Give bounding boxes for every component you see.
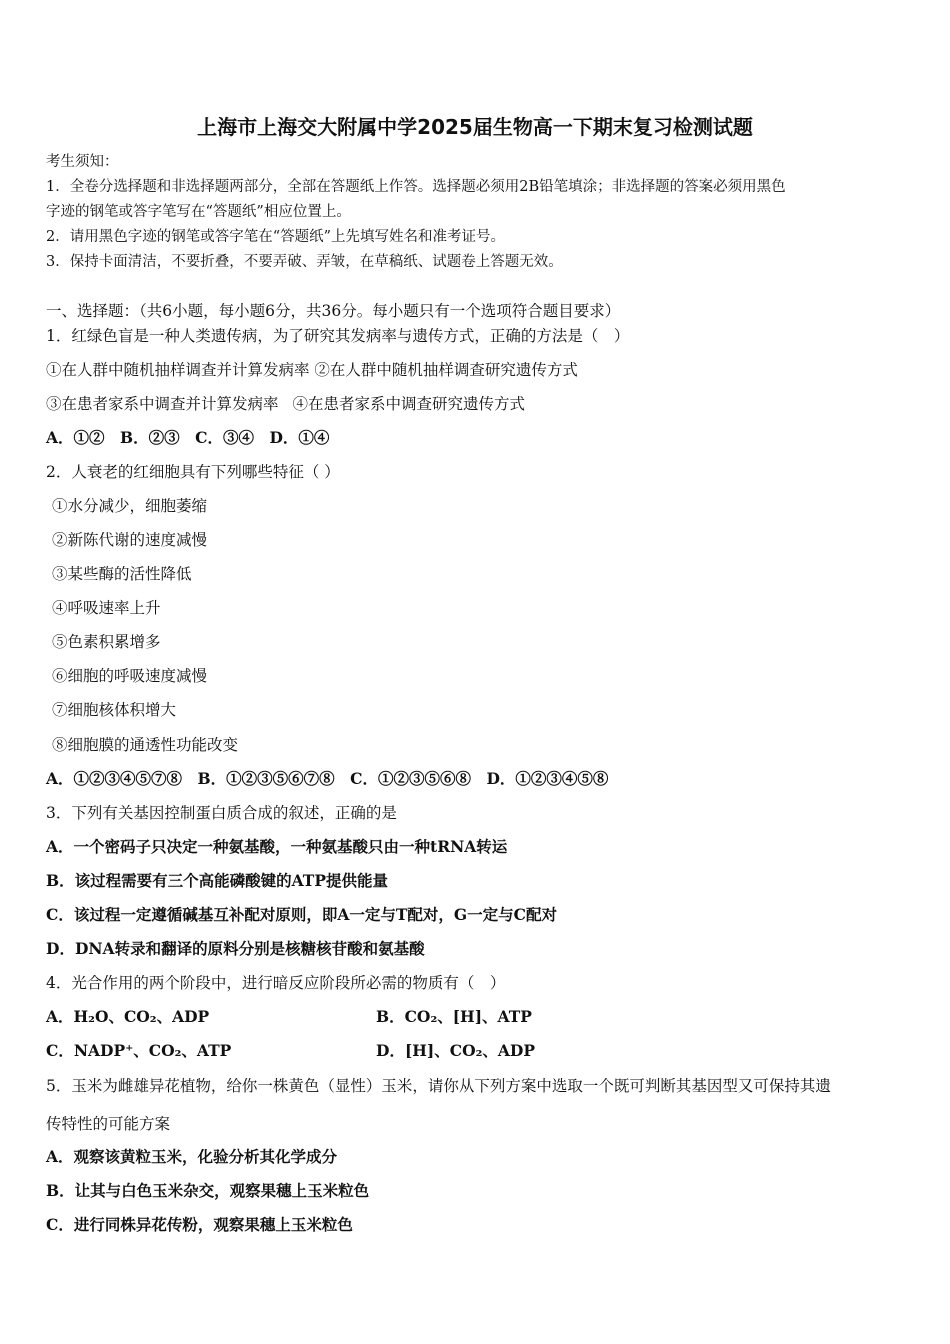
question-5-stem: 5．玉米为雌雄异花植物，给你一株黄色（显性）玉米，请你从下列方案中选取一个既可判断其基因型又可保持其遗 xyxy=(46,1077,831,1095)
question-2-item: ⑧细胞膜的通透性功能改变 xyxy=(52,736,239,754)
question-5-option: A．观察该黄粒玉米，化验分析其化学成分 xyxy=(46,1147,338,1166)
section-heading: 一、选择题：（共6小题，每小题6分，共36分。每小题只有一个选项符合题目要求） xyxy=(46,302,621,320)
question-2-item: ①水分减少，细胞萎缩 xyxy=(52,497,208,515)
notice-item: 字迹的钢笔或答字笔写在“答题纸”相应位置上。 xyxy=(46,204,351,220)
question-1-statement: ①在人群中随机抽样调查并计算发病率 ②在人群中随机抽样调查研究遗传方式 xyxy=(46,361,578,379)
question-3-option: B．该过程需要有三个高能磷酸键的ATP提供能量 xyxy=(46,871,388,890)
notice-item: 3．保持卡面清洁，不要折叠，不要弄破、弄皱，在草稿纸、试题卷上答题无效。 xyxy=(46,254,563,270)
question-1-statement-4: ④在患者家系中调查研究遗传方式 xyxy=(292,395,526,413)
question-3-option: A．一个密码子只决定一种氨基酸，一种氨基酸只由一种tRNA转运 xyxy=(46,837,508,856)
question-2-stem: 2．人衰老的红细胞具有下列哪些特征（ ） xyxy=(46,463,340,481)
question-4-option-b: B．CO₂、[H]、ATP xyxy=(376,1007,532,1026)
notice-item: 2．请用黑色字迹的钢笔或答字笔在“答题纸”上先填写姓名和准考证号。 xyxy=(46,229,506,245)
question-2-item: ④呼吸速率上升 xyxy=(52,599,161,617)
question-2-item: ③某些酶的活性降低 xyxy=(52,565,192,583)
question-5-option: C．进行同株异花传粉，观察果穗上玉米粒色 xyxy=(46,1215,353,1234)
notice-heading: 考生须知： xyxy=(46,154,119,170)
question-4-option-c: C．NADP⁺、CO₂、ATP xyxy=(46,1041,232,1060)
page-title: 上海市上海交大附属中学2025届生物高一下期末复习检测试题 xyxy=(197,115,753,139)
question-2-options: A．①②③④⑤⑦⑧ B．①②③⑤⑥⑦⑧ C．①②③⑤⑥⑧ D．①②③④⑤⑧ xyxy=(46,769,609,788)
question-1-statement xyxy=(46,394,525,414)
question-3-stem: 3．下列有关基因控制蛋白质合成的叙述，正确的是 xyxy=(46,804,397,822)
question-4-option-a: A．H₂O、CO₂、ADP xyxy=(46,1007,210,1026)
question-2-item: ②新陈代谢的速度减慢 xyxy=(52,531,208,549)
question-4-option-d: D．[H]、CO₂、ADP xyxy=(376,1041,536,1060)
question-5-stem-continued: 传特性的可能方案 xyxy=(46,1115,171,1133)
question-2-item: ⑦细胞核体积增大 xyxy=(52,701,177,719)
question-5-option: B．让其与白色玉米杂交，观察果穗上玉米粒色 xyxy=(46,1181,370,1200)
question-2-item: ⑤色素积累增多 xyxy=(52,633,161,651)
question-1-statement-3: ③在患者家系中调查并计算发病率 xyxy=(46,395,279,413)
question-2-item: ⑥细胞的呼吸速度减慢 xyxy=(52,667,208,685)
question-3-option: D．DNA转录和翻译的原料分别是核糖核苷酸和氨基酸 xyxy=(46,939,425,958)
question-3-option: C．该过程一定遵循碱基互补配对原则，即A一定与T配对，G一定与C配对 xyxy=(46,905,557,924)
question-1-options: A．①② B．②③ C．③④ D．①④ xyxy=(46,428,330,447)
notice-item: 1．全卷分选择题和非选择题两部分，全部在答题纸上作答。选择题必须用2B铅笔填涂；非选择题的答案必须用黑色 xyxy=(46,179,786,195)
question-4-stem: 4．光合作用的两个阶段中，进行暗反应阶段所必需的物质有（ ） xyxy=(46,974,506,992)
question-1-stem: 1．红绿色盲是一种人类遗传病，为了研究其发病率与遗传方式，正确的方法是（ ） xyxy=(46,327,630,345)
